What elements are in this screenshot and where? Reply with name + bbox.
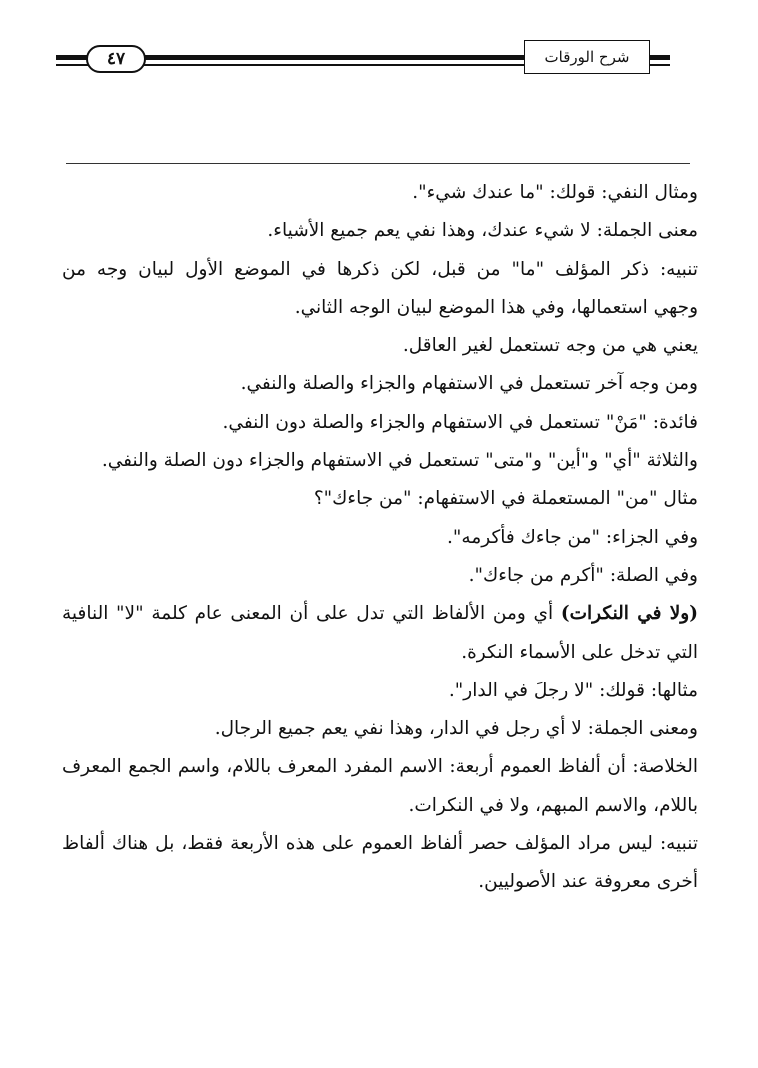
running-header-title: شرح الورقات (524, 40, 650, 74)
line-text: والثلاثة "أي" و"أين" و"متى" تستعمل في الاستفهام والجزاء دون الصلة والنفي. (101, 450, 698, 472)
body-line-2 (62, 212, 698, 250)
body-line-13 (62, 634, 698, 672)
body-line-3 (62, 251, 698, 289)
quoted-matn-text: (ولا في النكرات) (560, 603, 698, 625)
body-line-12 (62, 595, 698, 633)
line-text: مثالها: قولك: "لا رجلَ في الدار". (448, 679, 698, 701)
line-text: يعني هي من وجه تستعمل لغير العاقل. (402, 335, 698, 357)
line-text: مثال "من" المستعملة في الاستفهام: "من جاءك"؟ (313, 488, 698, 510)
page-number: ٤٧ (86, 45, 146, 73)
page-header (0, 40, 758, 80)
line-text: معنى الجملة: لا شيء عندك، وهذا نفي يعم جميع الأشياء. (267, 220, 698, 242)
line-text: وفي الجزاء: "من جاءك فأكرمه". (447, 526, 698, 548)
body-line-1 (62, 174, 698, 212)
line-text: وجهي استعمالها، وفي هذا الموضع لبيان الوجه الثاني. (294, 296, 698, 318)
line-text: ومن وجه آخر تستعمل في الاستفهام والجزاء والصلة والنفي. (240, 373, 698, 395)
line-text: التي تدخل على الأسماء النكرة. (461, 641, 698, 663)
line-text: ومثال النفي: قولك: "ما عندك شيء". (412, 182, 698, 203)
body-line-17 (62, 787, 698, 825)
header-rule-middle-thick (140, 55, 526, 60)
body-line-6 (62, 365, 698, 403)
line-text: ومعنى الجملة: لا أي رجل في الدار، وهذا نفي يعم جميع الرجال. (214, 718, 698, 740)
page-body (62, 174, 698, 902)
body-line-8 (62, 442, 698, 480)
body-line-5 (62, 327, 698, 365)
header-rule-right-thin (648, 64, 670, 66)
line-text: أي ومن الألفاظ التي تدل على أن المعنى عام كلمة "لا" النافية (62, 603, 561, 625)
line-text: تنبيه: ذكر المؤلف "ما" من قبل، لكن ذكرها في الموضع الأول لبيان وجه من (62, 258, 698, 280)
header-rule-right-thick (648, 55, 670, 60)
body-line-14 (62, 672, 698, 710)
body-line-16 (62, 748, 698, 786)
line-text: فائدة: "مَنْ" تستعمل في الاستفهام والجزاء والصلة دون النفي. (222, 411, 698, 433)
body-line-10 (62, 519, 698, 557)
header-rule-left-thin (56, 64, 88, 66)
line-text: الخلاصة: أن ألفاظ العموم أربعة: الاسم المفرد المعرف باللام، واسم الجمع المعرف (62, 756, 698, 778)
body-line-15 (62, 710, 698, 748)
body-line-4 (62, 289, 698, 327)
body-line-19 (62, 863, 698, 901)
body-line-11 (62, 557, 698, 595)
line-text: تنبيه: ليس مراد المؤلف حصر ألفاظ العموم على هذه الأربعة فقط، بل هناك ألفاظ (62, 833, 698, 855)
body-line-7 (62, 404, 698, 442)
body-line-18 (62, 825, 698, 863)
header-rule-middle-thin (140, 64, 526, 66)
line-text: وفي الصلة: "أكرم من جاءك". (468, 564, 698, 586)
content-divider (66, 163, 690, 164)
line-text: أخرى معروفة عند الأصوليين. (478, 871, 698, 893)
line-text: باللام، والاسم المبهم، ولا في النكرات. (408, 794, 698, 816)
header-rule-left-thick (56, 55, 88, 60)
body-line-9 (62, 480, 698, 518)
